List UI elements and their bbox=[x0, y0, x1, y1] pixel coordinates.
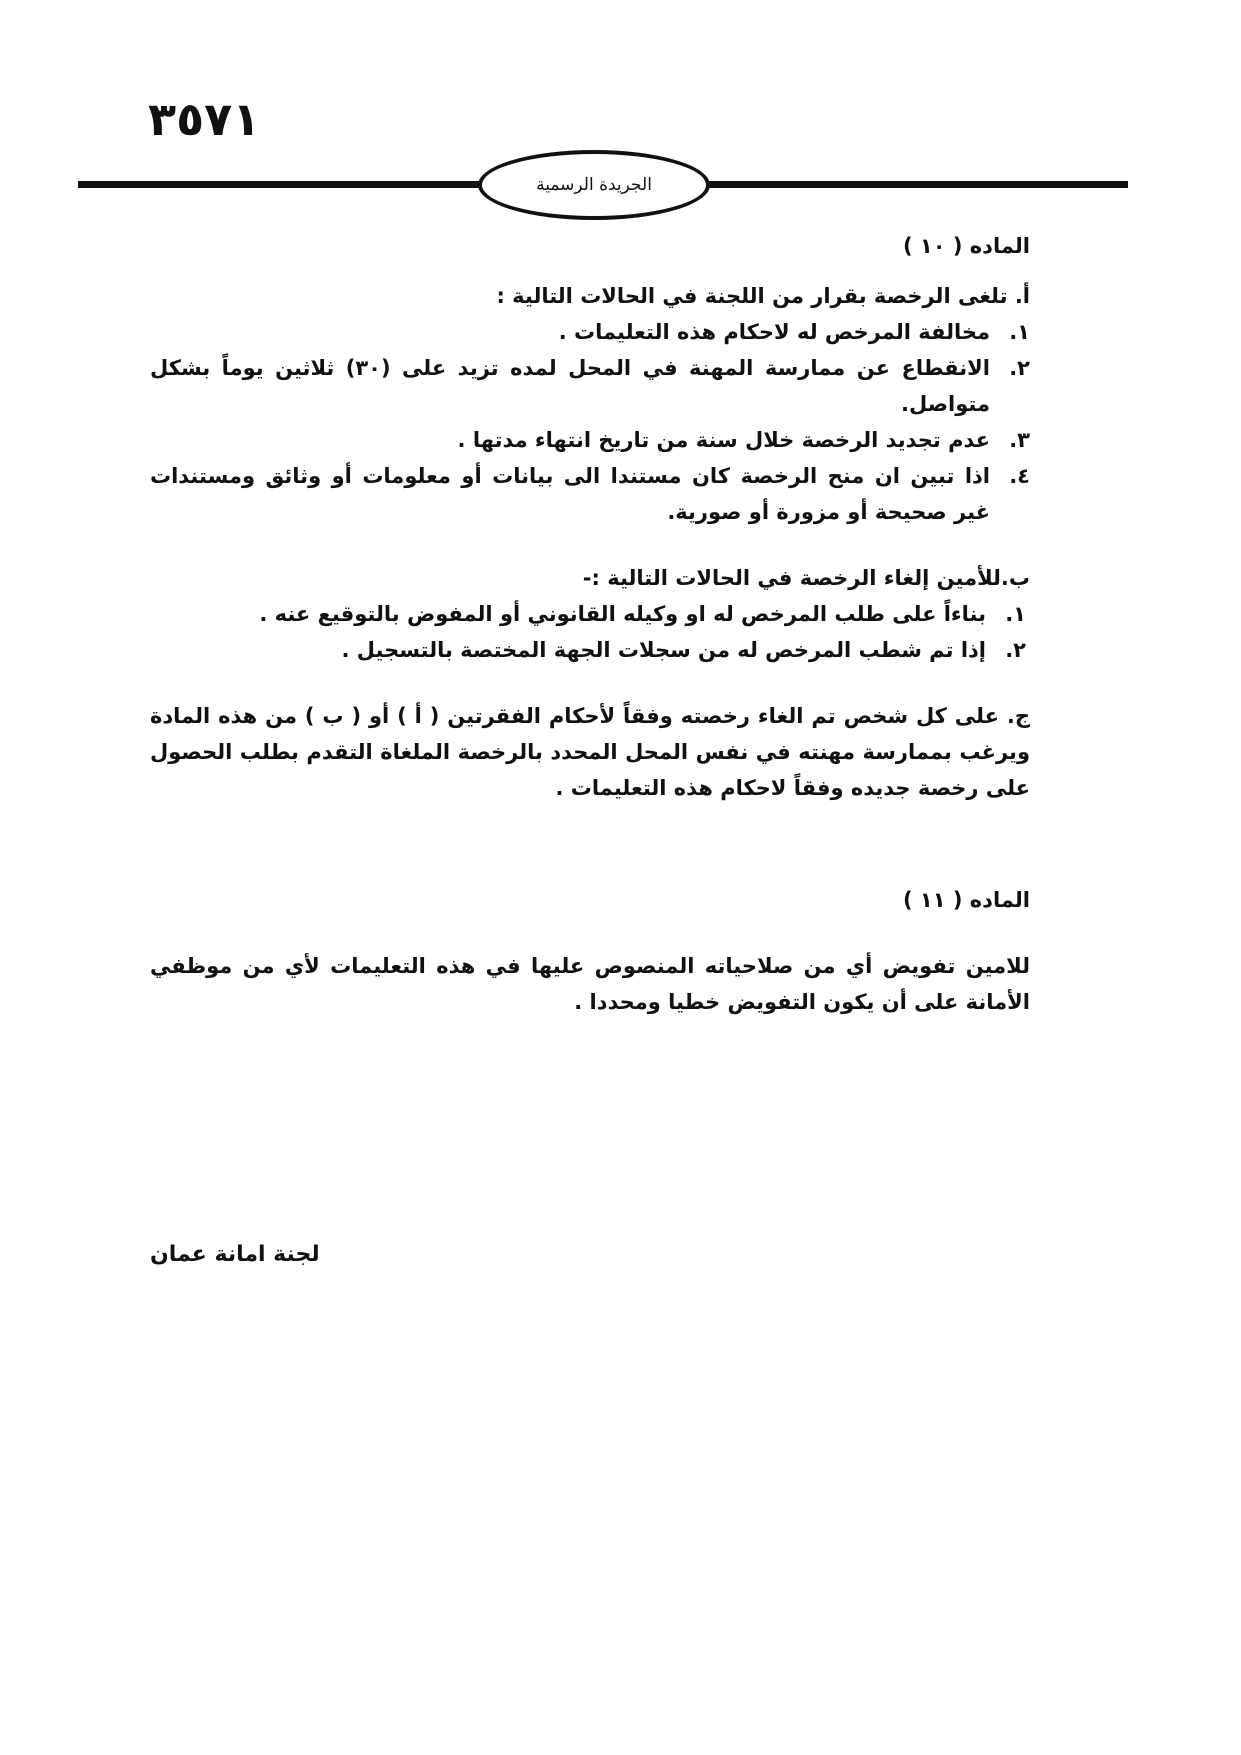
article-11-text: للامين تفويض أي من صلاحياته المنصوص عليها في هذه التعليمات لأي من موظفي الأمانة على أن يكون التفويض خطيا ومحددا . bbox=[150, 954, 1030, 1014]
item-number: ٢. bbox=[1009, 356, 1030, 380]
list-item bbox=[150, 422, 1030, 458]
gazette-title: الجريدة الرسمية bbox=[536, 175, 652, 195]
gazette-title-oval bbox=[478, 150, 710, 220]
item-number: ١. bbox=[1009, 320, 1030, 344]
item-text: إذا تم شطب المرخص له من سجلات الجهة المختصة بالتسجيل . bbox=[341, 638, 986, 662]
list-item bbox=[150, 596, 1030, 632]
item-text: مخالفة المرخص له لاحكام هذه التعليمات . bbox=[558, 320, 990, 344]
item-text: عدم تجديد الرخصة خلال سنة من تاريخ انتهاء مدتها . bbox=[457, 428, 990, 452]
list-item bbox=[150, 350, 1030, 422]
list-item bbox=[150, 632, 1030, 668]
item-text: الانقطاع عن ممارسة المهنة في المحل لمده تزيد على (٣٠) ثلاثين يوماً بشكل متواصل. bbox=[150, 356, 990, 416]
article-11-title: الماده ( ١١ ) bbox=[902, 888, 1030, 912]
item-text: بناءاً على طلب المرخص له او وكيله القانوني أو المفوض بالتوقيع عنه . bbox=[259, 602, 986, 626]
item-text: اذا تبين ان منح الرخصة كان مستندا الى بيانات أو معلومات أو وثائق ومستندات غير صحيحة أو مزورة أو صورية. bbox=[150, 464, 990, 524]
item-number: ٢. bbox=[1005, 638, 1026, 662]
item-number: ٣. bbox=[1009, 428, 1030, 452]
item-number: ٤. bbox=[1009, 464, 1030, 488]
item-number: ١. bbox=[1005, 602, 1026, 626]
signature: لجنة امانة عمان bbox=[150, 1242, 320, 1267]
paragraph-a-title: أ. تلغى الرخصة بقرار من اللجنة في الحالات التالية : bbox=[496, 284, 1030, 308]
paragraph-c: ج. على كل شخص تم الغاء رخصته وفقاً لأحكام الفقرتين ( أ ) أو ( ب ) من هذه المادة ويرغب بممارسة مهنته في نفس المحل المحدد بالرخصة الملغاة التقدم بطلب الحصول على رخصة جديده وفقاً لاحكام هذه التعليمات . bbox=[150, 704, 1030, 800]
paragraph-b-title: ب.للأمين إلغاء الرخصة في الحالات التالية :- bbox=[582, 566, 1030, 590]
list-item bbox=[150, 458, 1030, 530]
article-10-title: الماده ( ١٠ ) bbox=[902, 234, 1030, 258]
page-number: ٣٥٧١ bbox=[148, 92, 261, 146]
document-body bbox=[150, 228, 1030, 1020]
list-item bbox=[150, 314, 1030, 350]
